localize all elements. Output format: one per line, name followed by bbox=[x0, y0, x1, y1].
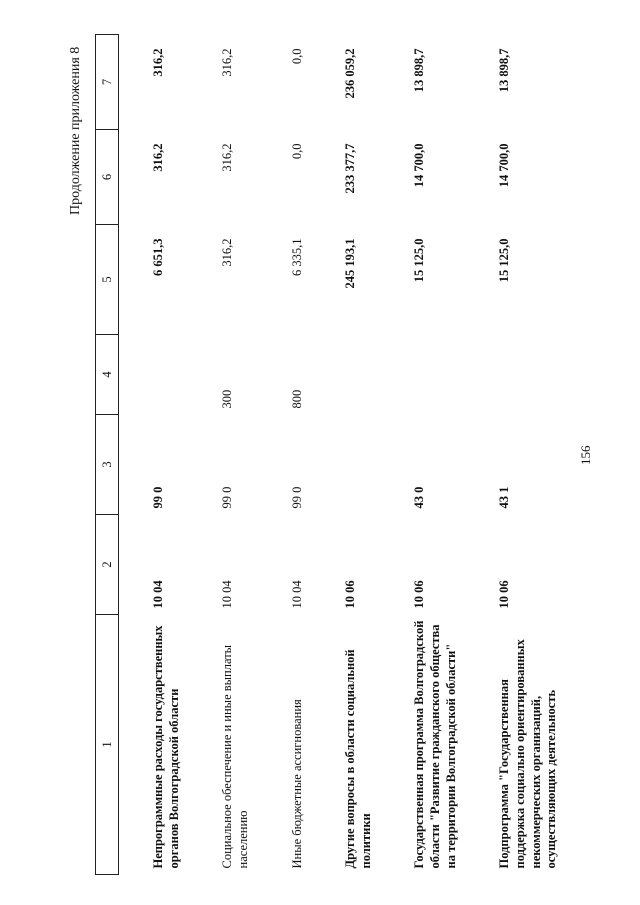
row-section: 10 06 bbox=[412, 580, 427, 609]
header-cell-6: 6 bbox=[96, 130, 119, 225]
row-value-7: 316,2 bbox=[220, 48, 235, 77]
row-value-6: 0,0 bbox=[289, 143, 304, 160]
page-number: 156 bbox=[578, 445, 593, 465]
row-value-5: 15 125,0 bbox=[412, 238, 427, 283]
table-row bbox=[469, 35, 570, 875]
row-article: 99 0 bbox=[151, 486, 165, 509]
row-value-5: 15 125,0 bbox=[497, 238, 512, 283]
header-cell-4: 4 bbox=[96, 335, 119, 415]
table-row bbox=[119, 35, 193, 875]
row-name: Социальное обеспечение и иные выплаты населению bbox=[220, 644, 250, 869]
row-value-6: 316,2 bbox=[220, 143, 235, 172]
row-value-5: 6 335,1 bbox=[289, 238, 304, 276]
row-section: 10 04 bbox=[151, 580, 165, 609]
row-article: 43 0 bbox=[412, 486, 427, 509]
header-cell-3: 3 bbox=[96, 415, 119, 515]
table-row bbox=[192, 35, 261, 875]
row-expense: 800 bbox=[289, 389, 304, 409]
row-value-5: 316,2 bbox=[220, 238, 235, 267]
row-name: Государственная программа Волгоградской области "Развитие гражданского общества на территории Волгоградской области" bbox=[412, 620, 458, 869]
row-value-6: 14 700,0 bbox=[412, 143, 427, 188]
row-value-7: 236 059,2 bbox=[343, 48, 358, 99]
row-value-6: 14 700,0 bbox=[497, 143, 512, 188]
row-article: 99 0 bbox=[220, 486, 235, 509]
row-value-6: 233 377,7 bbox=[343, 143, 358, 194]
row-value-5: 6 651,3 bbox=[151, 238, 165, 276]
table-row bbox=[315, 35, 384, 875]
row-value-7: 316,2 bbox=[151, 48, 165, 77]
header-cell-7: 7 bbox=[96, 35, 119, 130]
row-article bbox=[315, 415, 384, 515]
header-cell-2: 2 bbox=[96, 515, 119, 615]
row-article: 43 1 bbox=[497, 486, 512, 509]
table-row bbox=[384, 35, 469, 875]
row-value-7: 0,0 bbox=[289, 48, 304, 65]
row-expense bbox=[119, 335, 193, 415]
header-cell-5: 5 bbox=[96, 225, 119, 335]
header-row bbox=[96, 35, 119, 875]
row-name: Подпрограмма "Государственная поддержка социально ориентированных некоммерческих организаций, осуществляющих деятельность bbox=[497, 639, 559, 869]
row-expense bbox=[469, 335, 570, 415]
row-name: Иные бюджетные ассигнования bbox=[289, 699, 304, 869]
row-section: 10 04 bbox=[289, 580, 304, 609]
row-expense bbox=[315, 335, 384, 415]
row-article: 99 0 bbox=[289, 486, 304, 509]
row-section: 10 06 bbox=[497, 580, 512, 609]
row-value-6: 316,2 bbox=[151, 143, 165, 172]
header-cell-1: 1 bbox=[96, 615, 119, 875]
table-row bbox=[262, 35, 316, 875]
row-value-5: 245 193,1 bbox=[343, 238, 358, 289]
row-section: 10 06 bbox=[343, 580, 358, 609]
continuation-note: Продолжение приложения 8 bbox=[68, 46, 83, 215]
row-name: Другие вопросы в области социальной политики bbox=[343, 649, 373, 869]
row-value-7: 13 898,7 bbox=[497, 48, 512, 93]
row-name: Непрограммные расходы государственных органов Волгоградской области bbox=[151, 625, 181, 869]
row-expense bbox=[384, 335, 469, 415]
appendix-table bbox=[95, 34, 570, 875]
row-expense: 300 bbox=[220, 389, 235, 409]
row-value-7: 13 898,7 bbox=[412, 48, 427, 93]
row-section: 10 04 bbox=[220, 580, 235, 609]
